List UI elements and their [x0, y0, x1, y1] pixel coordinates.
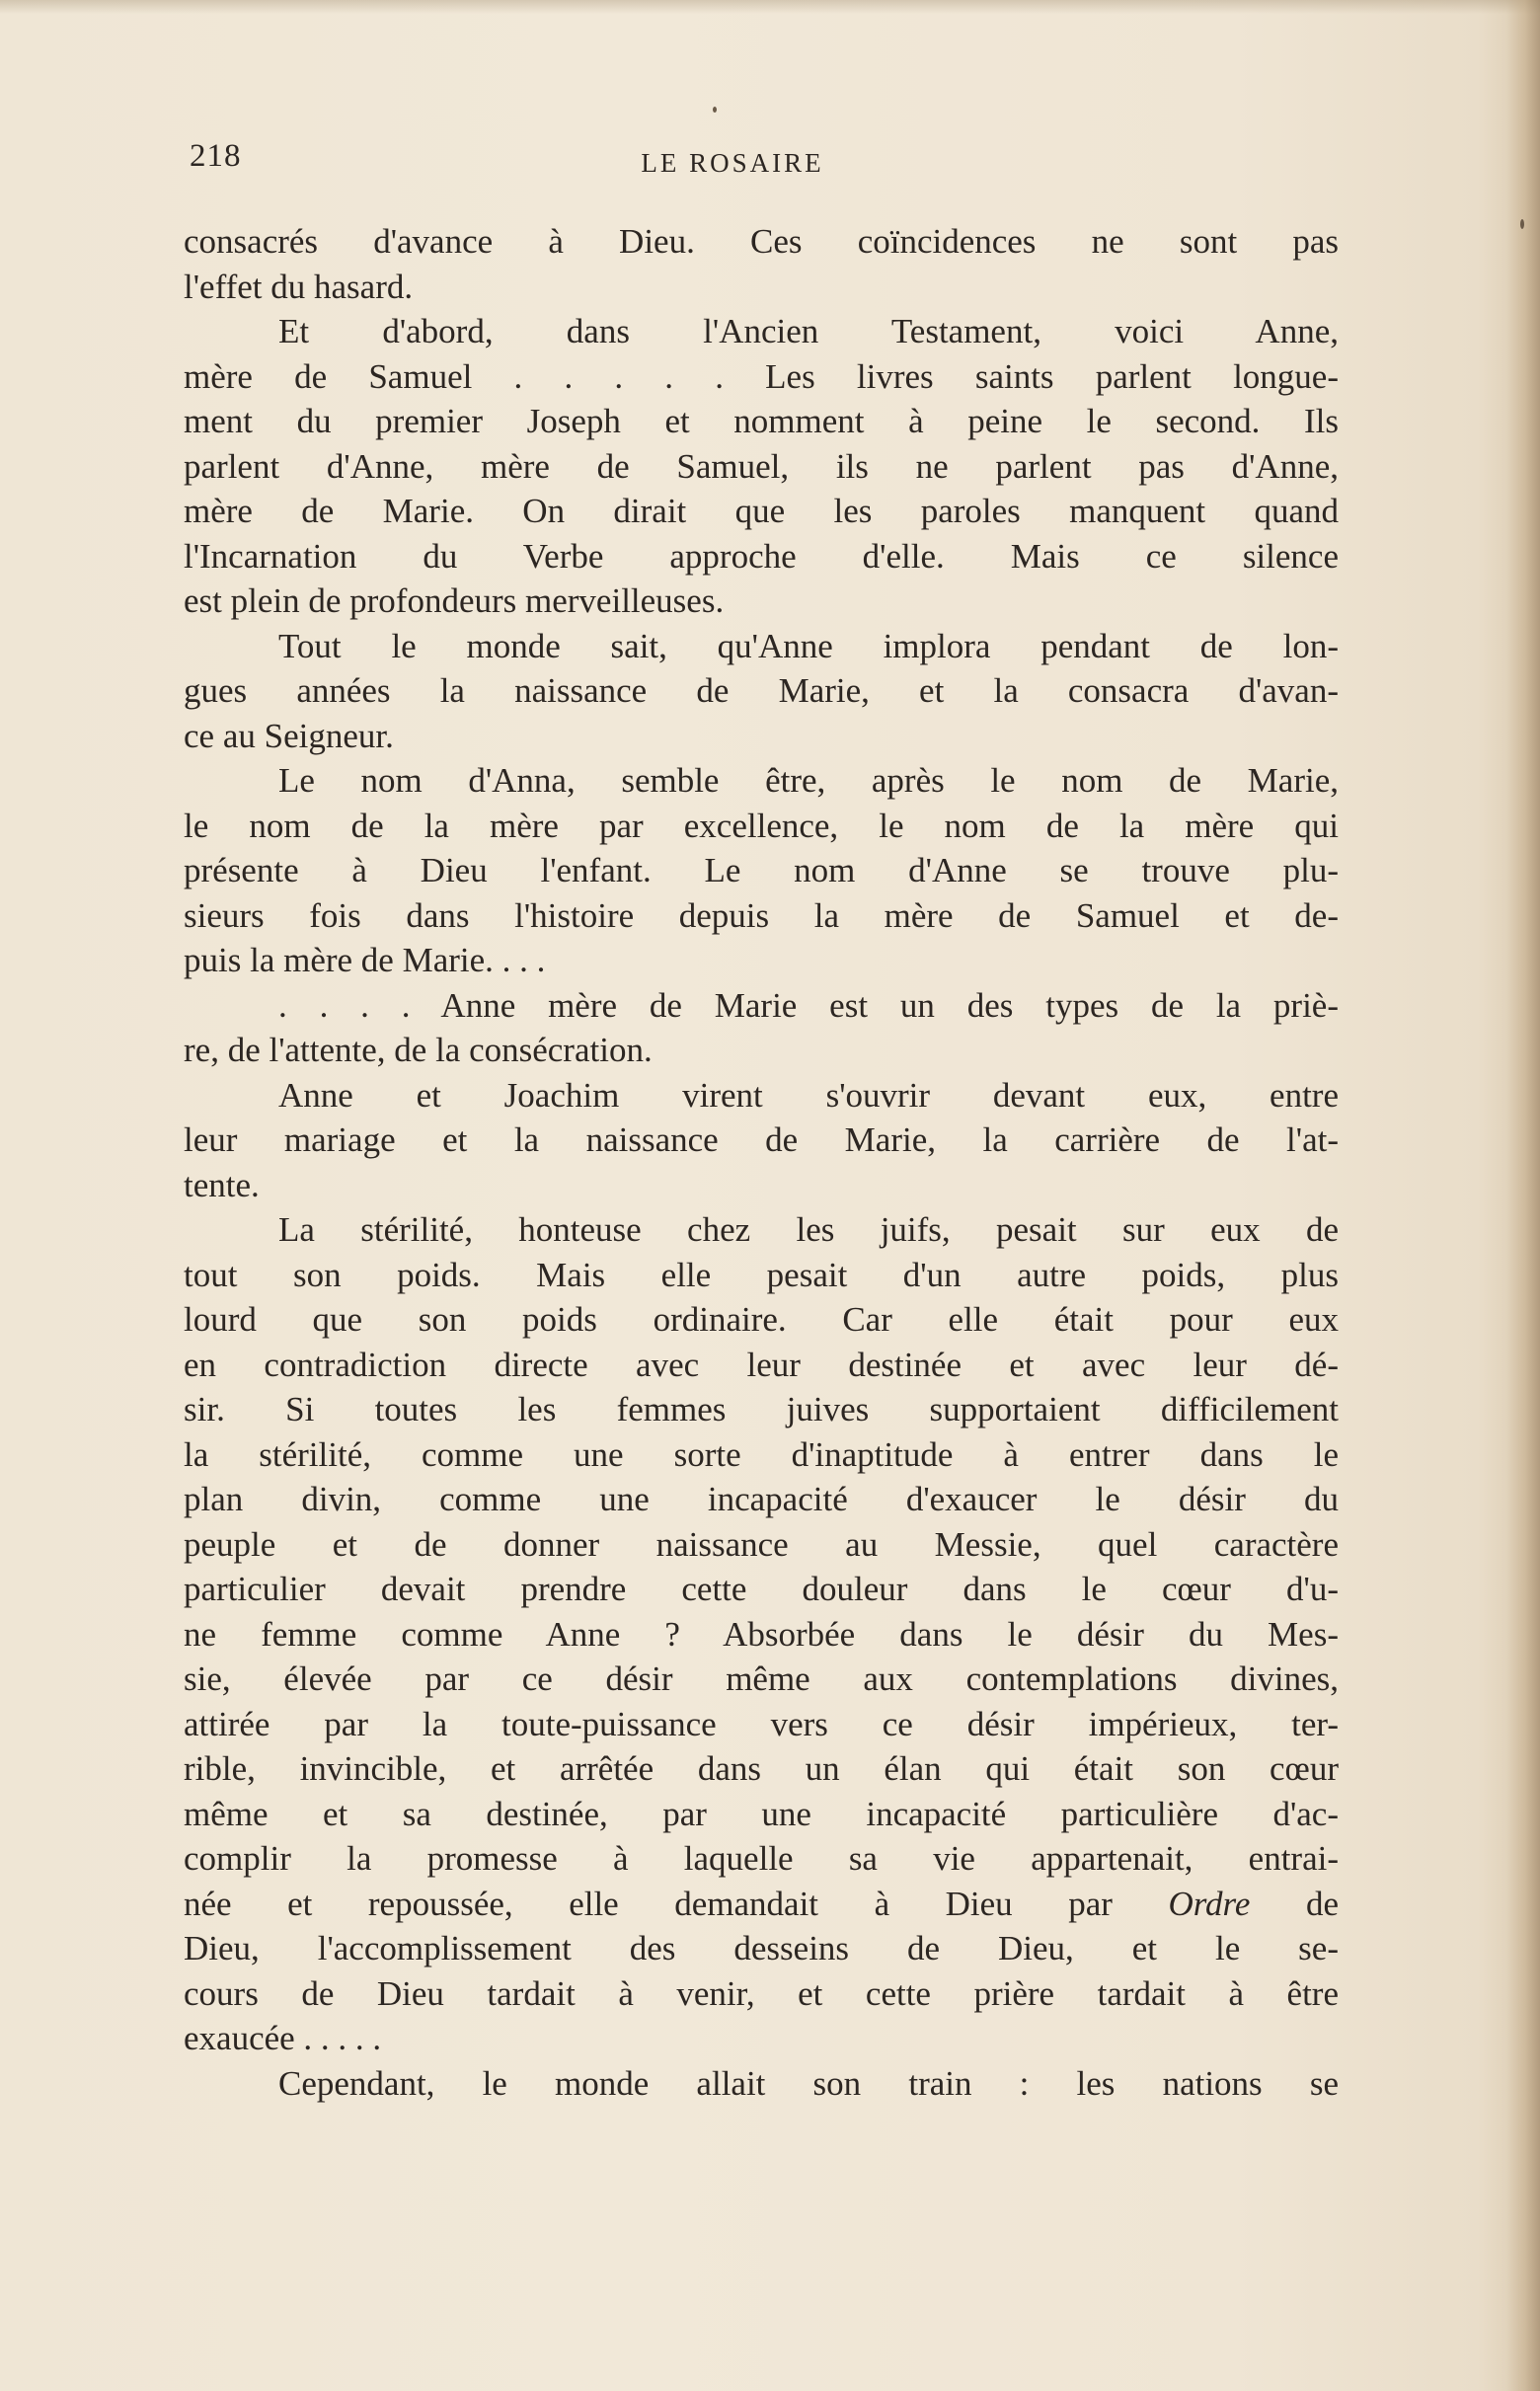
text-line: Et d'abord, dans l'Ancien Testament, voici Anne,	[278, 312, 1339, 350]
page-header	[190, 138, 1335, 188]
text-line: même et sa destinée, par une incapacité particulière d'ac-	[184, 1794, 1339, 1833]
text-line: Cependant, le monde allait son train : les nations se	[278, 2063, 1339, 2103]
text-line: leur mariage et la naissance de Marie, la carrière de l'at-	[184, 1120, 1339, 1159]
text-line: tente.	[184, 1165, 260, 1204]
text-line: attirée par la toute-puissance vers ce désir impérieux, ter-	[184, 1704, 1339, 1743]
page-edge-shadow	[1506, 0, 1540, 2391]
text-line: parlent d'Anne, mère de Samuel, ils ne parlent pas d'Anne,	[184, 446, 1339, 486]
italic-word: Ordre	[1168, 1884, 1251, 1923]
text-line: Dieu, l'accomplissement des desseins de Dieu, et le se-	[184, 1929, 1339, 1967]
text-line: ment du premier Joseph et nomment à peine le second. Ils	[184, 402, 1339, 440]
text-line: la stérilité, comme une sorte d'inaptitude à entrer dans le	[184, 1434, 1339, 1474]
text-line: lourd que son poids ordinaire. Car elle était pour eux	[184, 1300, 1339, 1339]
text-line: ce au Seigneur.	[184, 716, 394, 755]
page-top-shadow	[0, 0, 1540, 14]
text-line: puis la mère de Marie. . . .	[184, 941, 546, 979]
paper-speck	[713, 107, 717, 113]
text-line: peuple et de donner naissance au Messie, quel caractère	[184, 1524, 1339, 1564]
text-line: mère de Samuel . . . . . Les livres saints parlent longue-	[184, 356, 1339, 396]
text-line: sie, élevée par ce désir même aux contemplations divines,	[184, 1659, 1339, 1698]
text-line: Tout le monde sait, qu'Anne implora pendant de lon-	[278, 626, 1339, 665]
text-line: plan divin, comme une incapacité d'exaucer le désir du	[184, 1480, 1339, 1518]
text-line: l'Incarnation du Verbe approche d'elle. Mais ce silence	[184, 536, 1339, 576]
text-line: . . . . Anne mère de Marie est un des types de la priè-	[278, 985, 1339, 1025]
text-line: sir. Si toutes les femmes juives supportaient difficilement	[184, 1390, 1339, 1428]
text-line: en contradiction directe avec leur destinée et avec leur dé-	[184, 1345, 1339, 1384]
page-number: 218	[190, 138, 242, 174]
text-line: cours de Dieu tardait à venir, et cette prière tardait à être	[184, 1973, 1339, 2013]
text-line: gues années la naissance de Marie, et la consacra d'avan-	[184, 671, 1339, 710]
text-line: Le nom d'Anna, semble être, après le nom de Marie,	[278, 761, 1339, 800]
text-line: Anne et Joachim virent s'ouvrir devant eux, entre	[278, 1075, 1339, 1115]
text-line: tout son poids. Mais elle pesait d'un autre poids, plus	[184, 1255, 1339, 1294]
text-line: mère de Marie. On dirait que les paroles manquent quand	[184, 492, 1339, 530]
text-line: née et repoussée, elle demandait à Dieu par Ordre de	[184, 1884, 1339, 1923]
paper-speck	[1520, 219, 1524, 229]
text-line: re, de l'attente, de la consécration.	[184, 1031, 653, 1069]
text-line: ne femme comme Anne ? Absorbée dans le désir du Mes-	[184, 1614, 1339, 1654]
text-line: rible, invincible, et arrêtée dans un élan qui était son cœur	[184, 1749, 1339, 1788]
text-line: l'effet du hasard.	[184, 267, 414, 306]
text-line: particulier devait prendre cette douleur dans le cœur d'u-	[184, 1570, 1339, 1608]
text-line: sieurs fois dans l'histoire depuis la mère de Samuel et de-	[184, 895, 1339, 935]
text-line: est plein de profondeurs merveilleuses.	[184, 581, 725, 620]
text-line: exaucée . . . . .	[184, 2019, 382, 2057]
text-line: La stérilité, honteuse chez les juifs, pesait sur eux de	[278, 1210, 1339, 1249]
text-line: complir la promesse à laquelle sa vie appartenait, entrai-	[184, 1839, 1339, 1878]
text-line: présente à Dieu l'enfant. Le nom d'Anne se trouve plu-	[184, 851, 1339, 889]
text-line: consacrés d'avance à Dieu. Ces coïncidences ne sont pas	[184, 222, 1339, 261]
text-line: le nom de la mère par excellence, le nom de la mère qui	[184, 806, 1339, 845]
running-head: LE ROSAIRE	[641, 148, 824, 178]
body-text	[184, 219, 1339, 2106]
